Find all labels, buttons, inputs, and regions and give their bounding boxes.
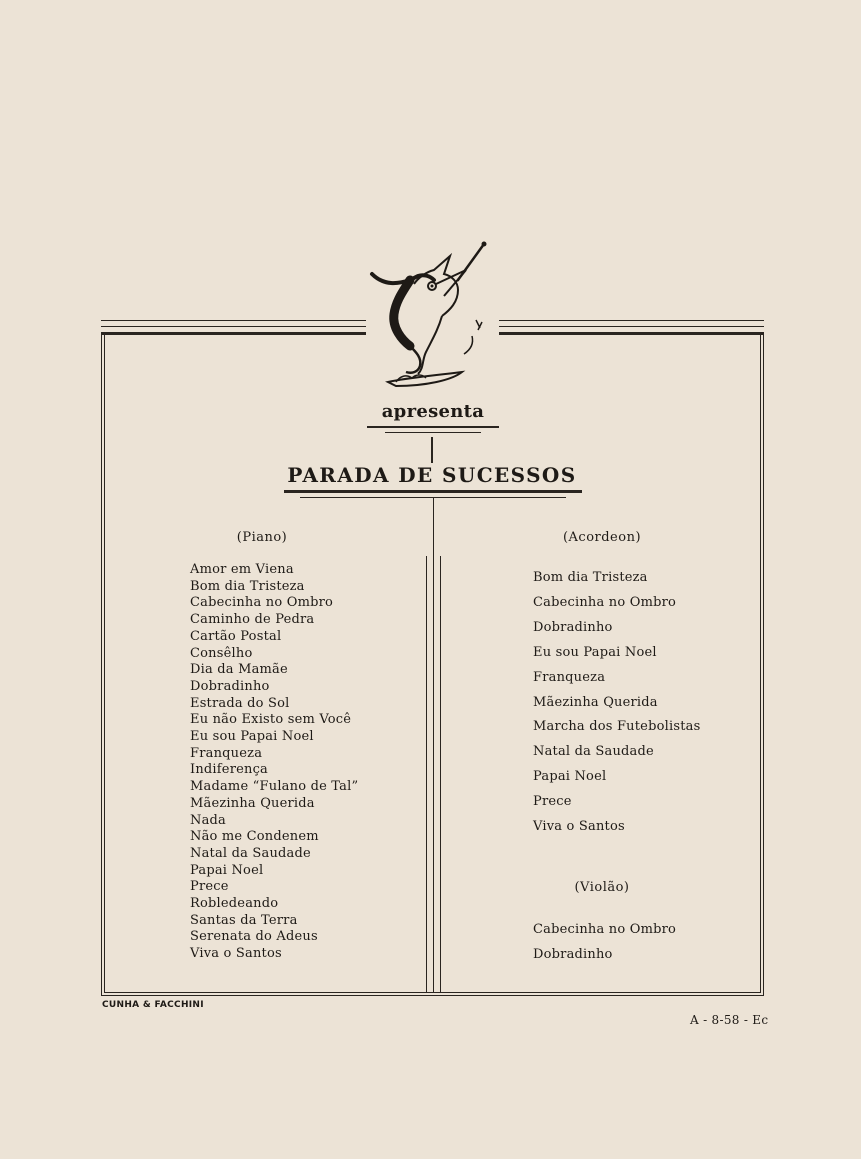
list-item: Não me Condenem xyxy=(190,829,319,845)
list-item: Eu sou Papai Noel xyxy=(533,644,657,660)
conductor-bird-logo-icon xyxy=(366,240,490,388)
list-item: Viva o Santos xyxy=(533,819,625,835)
presents-heading: apresenta xyxy=(381,401,485,422)
header-rule-right-mid xyxy=(499,326,764,327)
column-divider-a xyxy=(426,556,427,992)
presents-underline-thin xyxy=(385,432,481,433)
list-item: Natal da Saudade xyxy=(190,845,311,861)
list-item: Cabecinha no Ombro xyxy=(533,594,677,610)
acordeon-song-list xyxy=(533,566,700,840)
list-item: Viva o Santos xyxy=(190,946,282,962)
list-item: Serenata do Adeus xyxy=(190,929,318,945)
frame-left-outer xyxy=(101,332,102,996)
list-item: Mãezinha Querida xyxy=(533,694,658,710)
list-item: Bom dia Tristeza xyxy=(190,578,305,594)
piano-song-list xyxy=(190,562,358,963)
list-item: Eu não Existo sem Você xyxy=(190,712,352,728)
header-rule-left-top xyxy=(101,320,366,321)
page-title: PARADA DE SUCESSOS xyxy=(287,463,577,487)
header-rule-right-bottom xyxy=(499,332,764,335)
list-item: Marcha dos Futebolistas xyxy=(533,719,701,735)
list-item: Eu sou Papai Noel xyxy=(190,729,314,745)
list-item: Cabecinha no Ombro xyxy=(533,922,677,937)
list-item: Natal da Saudade xyxy=(533,744,654,760)
frame-right-inner xyxy=(760,335,761,993)
list-item: Estrada do Sol xyxy=(190,695,290,711)
list-item: Indiferença xyxy=(190,762,269,778)
list-item: Dobradinho xyxy=(533,946,613,962)
presents-underline xyxy=(367,426,499,428)
title-connector xyxy=(431,437,433,463)
column-divider-b xyxy=(433,498,434,992)
list-item: Franqueza xyxy=(190,745,263,761)
list-item: Amor em Viena xyxy=(190,562,294,577)
piano-section-label: (Piano) xyxy=(236,530,288,545)
frame-right-outer xyxy=(763,332,764,996)
list-item: Franqueza xyxy=(533,669,606,685)
catalog-code: A - 8-58 - Ec xyxy=(690,1013,769,1027)
list-item: Caminho de Pedra xyxy=(190,612,315,628)
header-rule-right-top xyxy=(499,320,764,321)
frame-left-inner xyxy=(104,335,105,993)
list-item: Consêlho xyxy=(190,645,253,661)
list-item: Madame “Fulano de Tal” xyxy=(190,779,359,795)
list-item: Mãezinha Querida xyxy=(190,795,315,811)
frame-bottom-inner xyxy=(104,992,761,993)
list-item: Cabecinha no Ombro xyxy=(190,595,334,611)
header-rule-left-mid xyxy=(101,326,366,327)
title-underline-thick xyxy=(284,490,582,493)
violao-section-label: (Violão) xyxy=(574,880,630,895)
publisher-name: CUNHA & FACCHINI xyxy=(102,1000,204,1010)
acordeon-section-label: (Acordeon) xyxy=(562,530,642,545)
list-item: Santas da Terra xyxy=(190,912,298,928)
list-item: Dobradinho xyxy=(190,678,270,694)
list-item: Prece xyxy=(190,879,229,895)
list-item: Papai Noel xyxy=(190,862,264,878)
frame-bottom-outer xyxy=(101,995,764,996)
list-item: Prece xyxy=(533,794,572,810)
list-item: Dia da Mamãe xyxy=(190,662,288,678)
list-item: Papai Noel xyxy=(533,769,607,785)
header-rule-left-bottom xyxy=(101,332,366,335)
list-item: Robledeando xyxy=(190,896,279,912)
violao-song-list xyxy=(533,918,676,968)
list-item: Bom dia Tristeza xyxy=(533,570,648,585)
column-divider-c xyxy=(440,556,441,992)
list-item: Nada xyxy=(190,812,226,828)
list-item: Cartão Postal xyxy=(190,628,282,644)
list-item: Dobradinho xyxy=(533,619,613,635)
